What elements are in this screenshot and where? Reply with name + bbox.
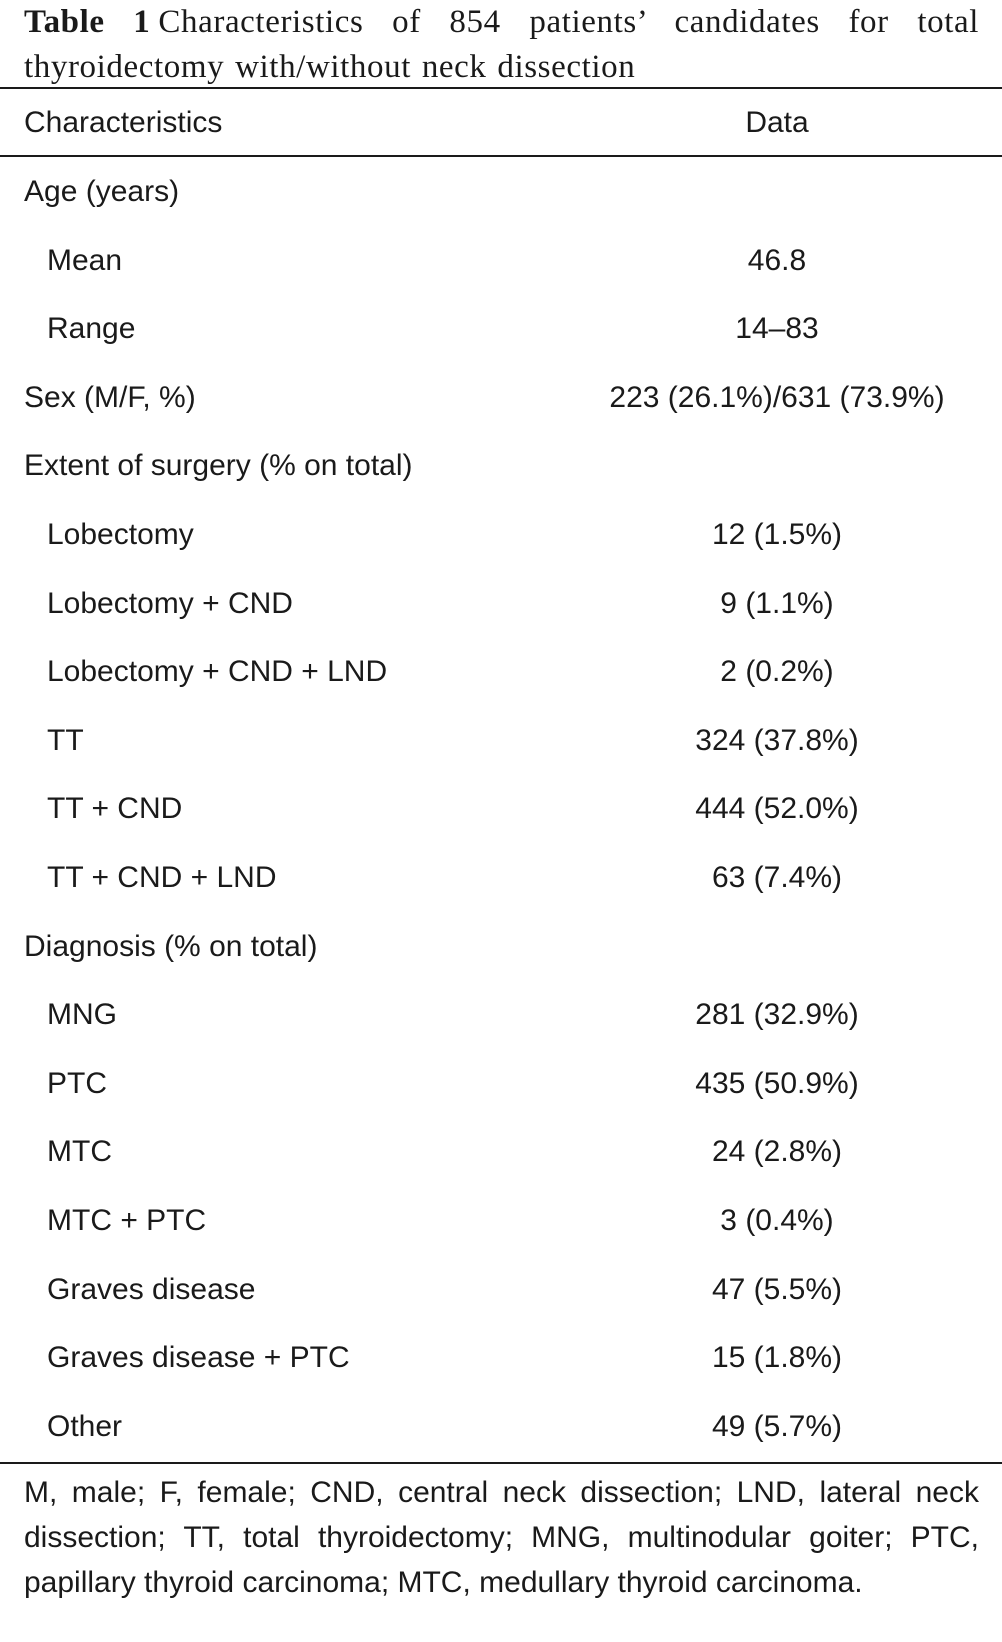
table-caption — [24, 0, 979, 90]
table-row — [0, 431, 1002, 500]
row-label: Extent of surgery (% on total) — [24, 449, 413, 482]
row-sublabel: Lobectomy + CND + LND — [47, 655, 388, 688]
row-label: Diagnosis (% on total) — [24, 930, 318, 963]
row-value: 444 (52.0%) — [695, 792, 859, 825]
row-sublabel: Range — [47, 312, 136, 345]
row-value: 12 (1.5%) — [711, 518, 843, 551]
row-sublabel: MNG — [47, 998, 117, 1031]
row-value: 2 (0.2%) — [720, 655, 834, 688]
row-sublabel: PTC — [47, 1067, 107, 1100]
table-bottom-rule — [0, 1462, 1002, 1464]
table-row — [0, 706, 1002, 775]
table-caption-text: Characteristics of 854 patients’ candidates for total thyroidectomy with/without neck dissection — [24, 4, 980, 85]
row-value: 9 (1.1%) — [720, 587, 834, 620]
row-sublabel: Graves disease — [47, 1273, 256, 1306]
row-value: 435 (50.9%) — [695, 1067, 859, 1100]
row-sublabel: Lobectomy + CND — [47, 587, 293, 620]
row-value: 15 (1.8%) — [711, 1341, 843, 1374]
table-row — [0, 157, 1002, 226]
row-value — [560, 912, 994, 981]
row-sublabel: Lobectomy — [47, 518, 194, 551]
row-sublabel: TT + CND + LND — [47, 861, 277, 894]
table-row — [0, 637, 1002, 706]
table-row — [0, 1392, 1002, 1461]
table-row — [0, 226, 1002, 295]
row-sublabel: TT + CND — [47, 792, 183, 825]
table-row — [0, 1323, 1002, 1392]
row-sublabel: TT — [47, 724, 84, 757]
row-label: Age (years) — [24, 175, 180, 208]
table-row — [0, 1255, 1002, 1324]
table-row — [0, 774, 1002, 843]
table-footnote: M, male; F, female; CND, central neck dissection; LND, lateral neck dissection; TT, total thyroidectomy; MNG, multinodular goiter; PTC, papillary thyroid carcinoma; MTC, medullary thyroid carcinoma. — [24, 1476, 979, 1599]
row-value: 281 (32.9%) — [695, 998, 859, 1031]
table-row — [0, 363, 1002, 432]
table-row — [0, 1117, 1002, 1186]
row-sublabel: Other — [47, 1410, 123, 1443]
table-row — [0, 843, 1002, 912]
row-value: 223 (26.1%)/631 (73.9%) — [609, 381, 945, 414]
row-value: 47 (5.5%) — [711, 1273, 843, 1306]
column-header-data: Data — [745, 106, 809, 139]
row-sublabel: Graves disease + PTC — [47, 1341, 350, 1374]
row-value: 46.8 — [747, 244, 807, 277]
row-sublabel: Mean — [47, 244, 123, 277]
row-value: 324 (37.8%) — [695, 724, 859, 757]
table-row — [0, 500, 1002, 569]
row-value — [560, 431, 994, 500]
row-value: 49 (5.7%) — [711, 1410, 843, 1443]
table-caption-label: Table 1 — [24, 4, 151, 40]
row-value: 24 (2.8%) — [711, 1135, 843, 1168]
table-row — [0, 569, 1002, 638]
table-row — [0, 1186, 1002, 1255]
row-value: 14–83 — [735, 312, 819, 345]
row-value: 3 (0.4%) — [720, 1204, 834, 1237]
row-sublabel: MTC + PTC — [47, 1204, 207, 1237]
row-sublabel: MTC — [47, 1135, 112, 1168]
row-label: Sex (M/F, %) — [24, 381, 196, 414]
table-row — [0, 980, 1002, 1049]
row-value: 63 (7.4%) — [711, 861, 843, 894]
table-row — [0, 294, 1002, 363]
row-value — [560, 157, 994, 226]
table-header-row — [0, 88, 1002, 157]
column-header-characteristics: Characteristics — [24, 106, 223, 139]
table-row — [0, 912, 1002, 981]
table-row — [0, 1049, 1002, 1118]
